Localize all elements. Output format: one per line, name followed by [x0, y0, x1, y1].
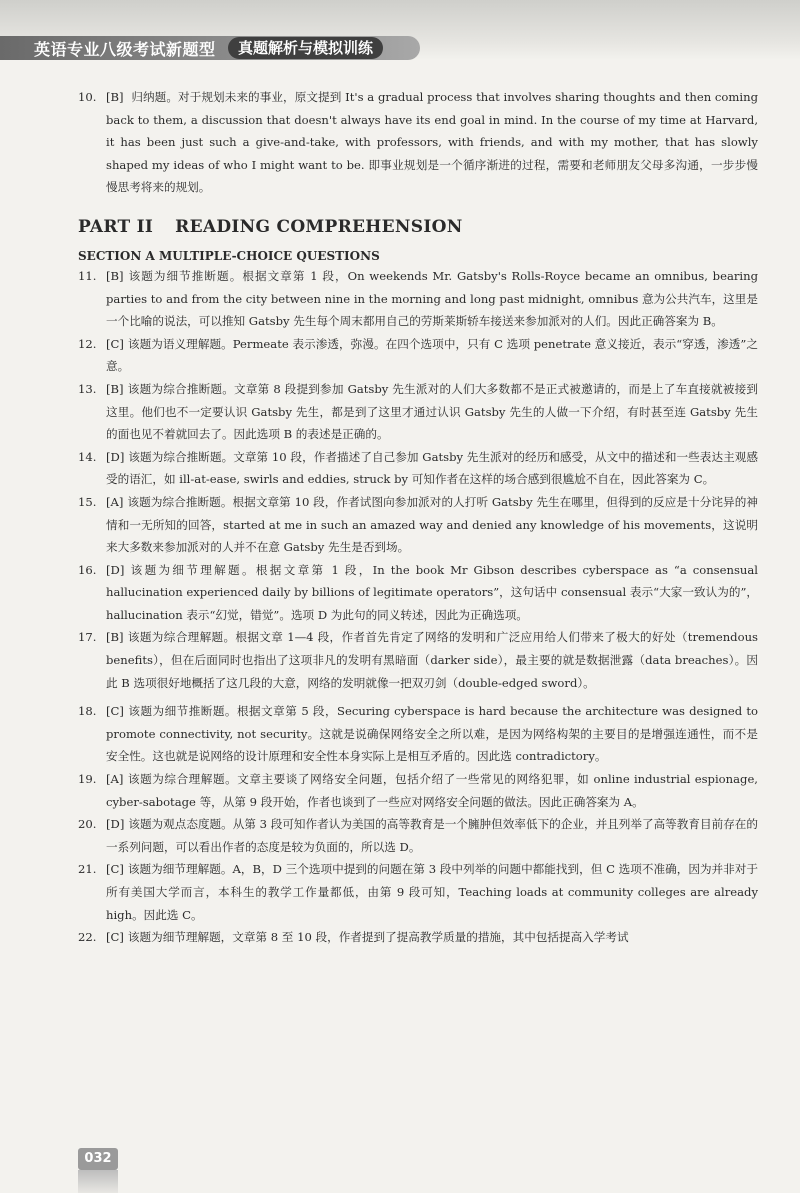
item-answer: [D] [106, 817, 125, 832]
item-explanation: 该题为语义理解题。Permeate 表示渗透，弥漫。在四个选项中，只有 C 选项 penetrate 意义接近，表示“穿透，渗透”之意。 [106, 336, 758, 374]
item-number: 21. [78, 862, 97, 877]
page-edge-shadow [78, 1170, 118, 1193]
answer-item [78, 559, 758, 627]
item-explanation: 该题为细节理解题。根据文章第 1 段，In the book Mr Gibson describes cyberspace as “a consensual hallucination experienced daily by billions of legitimate operators”，这句话中 consensual 表示“大家一致认为的”，hallucination 表示“幻觉，错觉”。选项 D 为此句的同义转述，因此为正确选项。 [106, 562, 758, 622]
item-number: 13. [78, 381, 97, 396]
answer-item [78, 333, 758, 378]
answer-item [78, 626, 758, 694]
page-number: 032 [78, 1148, 118, 1170]
item-answer: [C] [106, 336, 124, 351]
item-explanation: 该题为综合理解题。根据文章 1—4 段，作者首先肯定了网络的发明和广泛应用给人们带来了极大的好处（tremendous benefits），但在后面同时也指出了这项非凡的发明有黑暗面（darker side），最主要的就是数据泄露（data breaches）。因此 B 选项很好地概括了这几段的大意，网络的发明就像一把双刃剑（double-edged sword）。 [106, 630, 758, 690]
item-explanation: 该题为细节理解题。A，B，D 三个选项中提到的问题在第 3 段中列举的问题中都能找到，但 C 选项不准确，因为并非对于所有美国大学而言，本科生的教学工作量都低，由第 9 段可知，Teaching loads at community colleges are already high。因此选 C。 [106, 862, 758, 922]
book-title: 英语专业八级考试新题型 [34, 40, 216, 59]
answer-item [78, 768, 758, 813]
item-answer: [C] [106, 704, 124, 719]
answer-item [78, 378, 758, 446]
item-explanation: 归纳题。对于规划未来的事业，原文提到 It's a gradual process that involves sharing thoughts and then coming back to them, a discussion that doesn't always have its end goal in mind. In the course of my time at Harvard, it has been just such a give-and-take, with professors, with friends, and with my mother, that has slowly shaped my ideas of who I might want to be. 即事业规划是一个循序渐进的过程，需要和老师朋友父母多沟通，一步步慢慢思考将来的规划。 [106, 90, 758, 195]
item-answer: [B] [106, 630, 124, 645]
item-number: 20. [78, 817, 97, 832]
item-answer: [A] [106, 494, 124, 509]
item-answer: [A] [106, 772, 124, 787]
item-number: 11. [78, 268, 97, 283]
item-explanation: 该题为综合理解题。文章主要谈了网络安全问题，包括介绍了一些常见的网络犯罪，如 online industrial espionage, cyber-sabotage 等，从第 9 段开始，作者也谈到了一些应对网络安全问题的做法。因此正确答案为 A。 [106, 772, 758, 809]
answer-item [78, 813, 758, 858]
book-subtitle: 真题解析与模拟训练 [228, 37, 383, 59]
item-number: 12. [78, 336, 97, 351]
answer-list [78, 265, 758, 949]
item-explanation: 该题为综合推断题。根据文章第 10 段，作者试图向参加派对的人打听 Gatsby 先生在哪里，但得到的反应是十分诧异的神情和一无所知的回答，started at me in such an amazed way and denied any knowledge of his movements，这说明来大多数来参加派对的人并不在意 Gatsby 先生是否到场。 [106, 494, 758, 555]
item-explanation: 该题为细节理解题，文章第 8 至 10 段，作者提到了提高教学质量的措施，其中包括提高入学考试 [127, 930, 629, 945]
item-explanation: 该题为观点态度题。从第 3 段可知作者认为美国的高等教育是一个臃肿但效率低下的企业，并且列举了高等教育目前存在的一系列问题，可以看出作者的态度是较为负面的，所以选 D。 [106, 817, 758, 854]
answer-item [78, 858, 758, 926]
item-explanation: 该题为细节推断题。根据文章第 1 段，On weekends Mr. Gatsby's Rolls-Royce became an omnibus, bearing parties to and from the city between nine in the morning and long past midnight, omnibus 意为公共汽车，这里是一个比喻的说法，可以推知 Gatsby 先生每个周末都用自己的劳斯莱斯轿车接送来参加派对的人们。因此正确答案为 B。 [106, 268, 758, 329]
section-heading: SECTION A MULTIPLE-CHOICE QUESTIONS [78, 248, 380, 263]
item-number: 22. [78, 930, 97, 945]
item-number: 17. [78, 630, 97, 645]
item-answer: [C] [106, 862, 124, 877]
item-number: 18. [78, 704, 97, 719]
item-answer: [D] [106, 449, 125, 464]
item-number: 14. [78, 449, 97, 464]
item-explanation: 该题为综合推断题。文章第 8 段提到参加 Gatsby 先生派对的人们大多数都不是正式被邀请的，而是上了车直接就被接到这里。他们也不一定要认识 Gatsby 先生，都是到了这里才通过认识 Gatsby 先生的人做一下介绍，有时甚至连 Gatsby 先生的面也见不着就回去了。因此选项 B 的表述是正确的。 [106, 381, 758, 442]
item-explanation: 该题为综合推断题。文章第 10 段，作者描述了自己参加 Gatsby 先生派对的经历和感受，从文中的描述和一些表达主观感受的语汇，如 ill-at-ease, swirls and eddies, struck by 可知作者在这样的场合感到很尴尬不自在，因此答案为 C。 [106, 449, 758, 487]
item-number: 10. [78, 90, 97, 104]
item-explanation: 该题为细节推断题。根据文章第 5 段，Securing cyberspace is hard because the architecture was designed to promote connectivity, not security。这就是说确保网络安全之所以难，是因为网络构架的主要目的是增强连通性，而不是安全性。这也就是说网络的设计原理和安全性本身实际上是相互矛盾的。因此选 contradictory。 [106, 704, 758, 764]
part-label: PART II [78, 216, 154, 237]
answer-item [78, 926, 758, 949]
item-answer: [C] [106, 930, 124, 945]
answer-item [78, 446, 758, 491]
item-number: 19. [78, 772, 97, 787]
item-answer: [B] [106, 381, 124, 396]
item-answer: [B] [106, 90, 124, 104]
item-answer: [D] [106, 562, 125, 577]
answer-item [78, 86, 758, 199]
answer-item [78, 265, 758, 333]
answer-item [78, 700, 758, 768]
answer-item [78, 491, 758, 559]
item-number: 15. [78, 494, 97, 509]
page-content [78, 86, 758, 949]
item-number: 16. [78, 562, 97, 577]
part-heading [78, 217, 758, 237]
item-answer: [B] [106, 268, 124, 283]
part-title: READING COMPREHENSION [175, 216, 463, 237]
